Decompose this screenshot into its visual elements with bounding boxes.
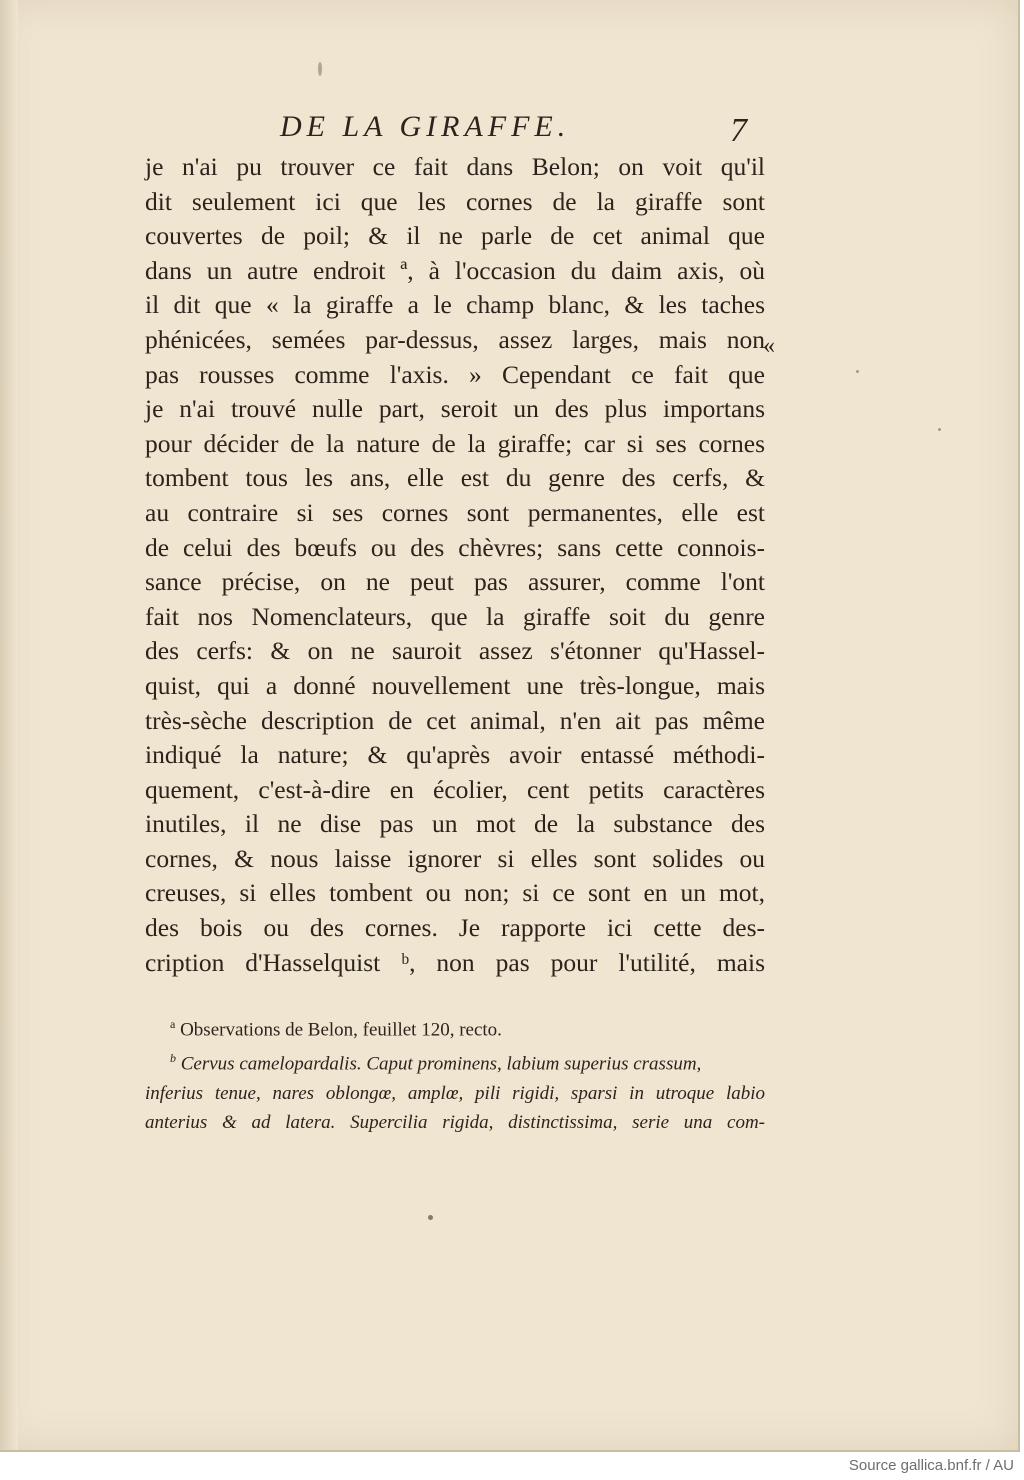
page-spine-shadow — [0, 0, 18, 1450]
body-line-24: cription d'Hasselquist ᵇ, non pas pour l'utilité, mais — [145, 947, 765, 977]
footnotes — [145, 1010, 765, 1137]
body-line-20: inutiles, il ne dise pas un mot de la substance des — [145, 809, 765, 839]
running-head: DE LA GIRAFFE. — [280, 110, 571, 143]
body-line-21: cornes, & nous laisse ignorer si elles sont solides ou — [145, 843, 765, 873]
footnote-b-text-1: Cervus camelopardalis. Caput prominens, labium superius crassum, — [180, 1053, 702, 1075]
body-line-5: il dit que « la giraffe a le champ blanc, & les taches — [145, 290, 765, 320]
body-line-6: phénicées, semées par-dessus, assez larges, mais non — [145, 324, 765, 354]
body-line-23: des bois ou des cornes. Je rapporte ici cette des- — [145, 913, 765, 943]
footnote-b-line-3: anterius & ad latera. Supercilia rigida, distinctissima, serie una com- — [145, 1111, 765, 1133]
body-text — [145, 150, 765, 980]
body-line-11: au contraire si ses cornes sont permanentes, elle est — [145, 497, 765, 527]
body-line-9: pour décider de la nature de la giraffe; car si ses cornes — [145, 428, 765, 458]
body-line-12: de celui des bœufs ou des chèvres; sans cette connois- — [145, 532, 765, 562]
body-line-22: creuses, si elles tombent ou non; si ce sont en un mot, — [145, 878, 765, 908]
source-attribution: Source gallica.bnf.fr / AU — [848, 1457, 1014, 1474]
body-line-13: sance précise, on ne peut pas assurer, comme l'ont — [145, 567, 765, 597]
footnote-a — [145, 1010, 765, 1044]
footnote-b-line-1 — [145, 1044, 765, 1078]
body-line-15: des cerfs: & on ne sauroit assez s'étonner qu'Hassel- — [145, 636, 765, 666]
body-line-18: indiqué la nature; & qu'après avoir entassé méthodi- — [145, 740, 765, 770]
margin-quote-mark: « — [763, 333, 775, 359]
paper-speck — [938, 428, 941, 431]
body-line-8: je n'ai trouvé nulle part, seroit un des plus importans — [145, 394, 765, 424]
body-line-16: quist, qui a donné nouvellement une très-longue, mais — [145, 670, 765, 700]
body-line-3: couvertes de poil; & il ne parle de cet animal que — [145, 221, 765, 251]
paper-speck — [856, 370, 859, 373]
body-line-1: je n'ai pu trouver ce fait dans Belon; on voit qu'il — [145, 152, 765, 181]
body-line-2: dit seulement ici que les cornes de la giraffe sont — [145, 186, 765, 216]
paper-speck — [318, 62, 322, 76]
body-line-10: tombent tous les ans, elle est du genre des cerfs, & — [145, 463, 765, 493]
paper-speck — [428, 1215, 433, 1220]
body-line-4: dans un autre endroit ª, à l'occasion du daim axis, où — [145, 255, 765, 285]
page-number: 7 — [730, 112, 747, 149]
footnote-a-marker: a — [170, 1017, 176, 1031]
body-line-7: pas rousses comme l'axis. » Cependant ce fait que — [145, 359, 765, 389]
body-line-14: fait nos Nomenclateurs, que la giraffe soit du genre — [145, 601, 765, 631]
footnote-a-text: Observations de Belon, feuillet 120, recto. — [180, 1019, 502, 1041]
body-line-19: quement, c'est-à-dire en écolier, cent petits caractères — [145, 774, 765, 804]
footnote-b-marker: b — [170, 1051, 176, 1066]
body-line-17: très-sèche description de cet animal, n'en ait pas même — [145, 705, 765, 735]
footnote-b-line-2: inferius tenue, nares oblongœ, amplœ, pili rigidi, sparsi in utroque labio — [145, 1082, 765, 1104]
